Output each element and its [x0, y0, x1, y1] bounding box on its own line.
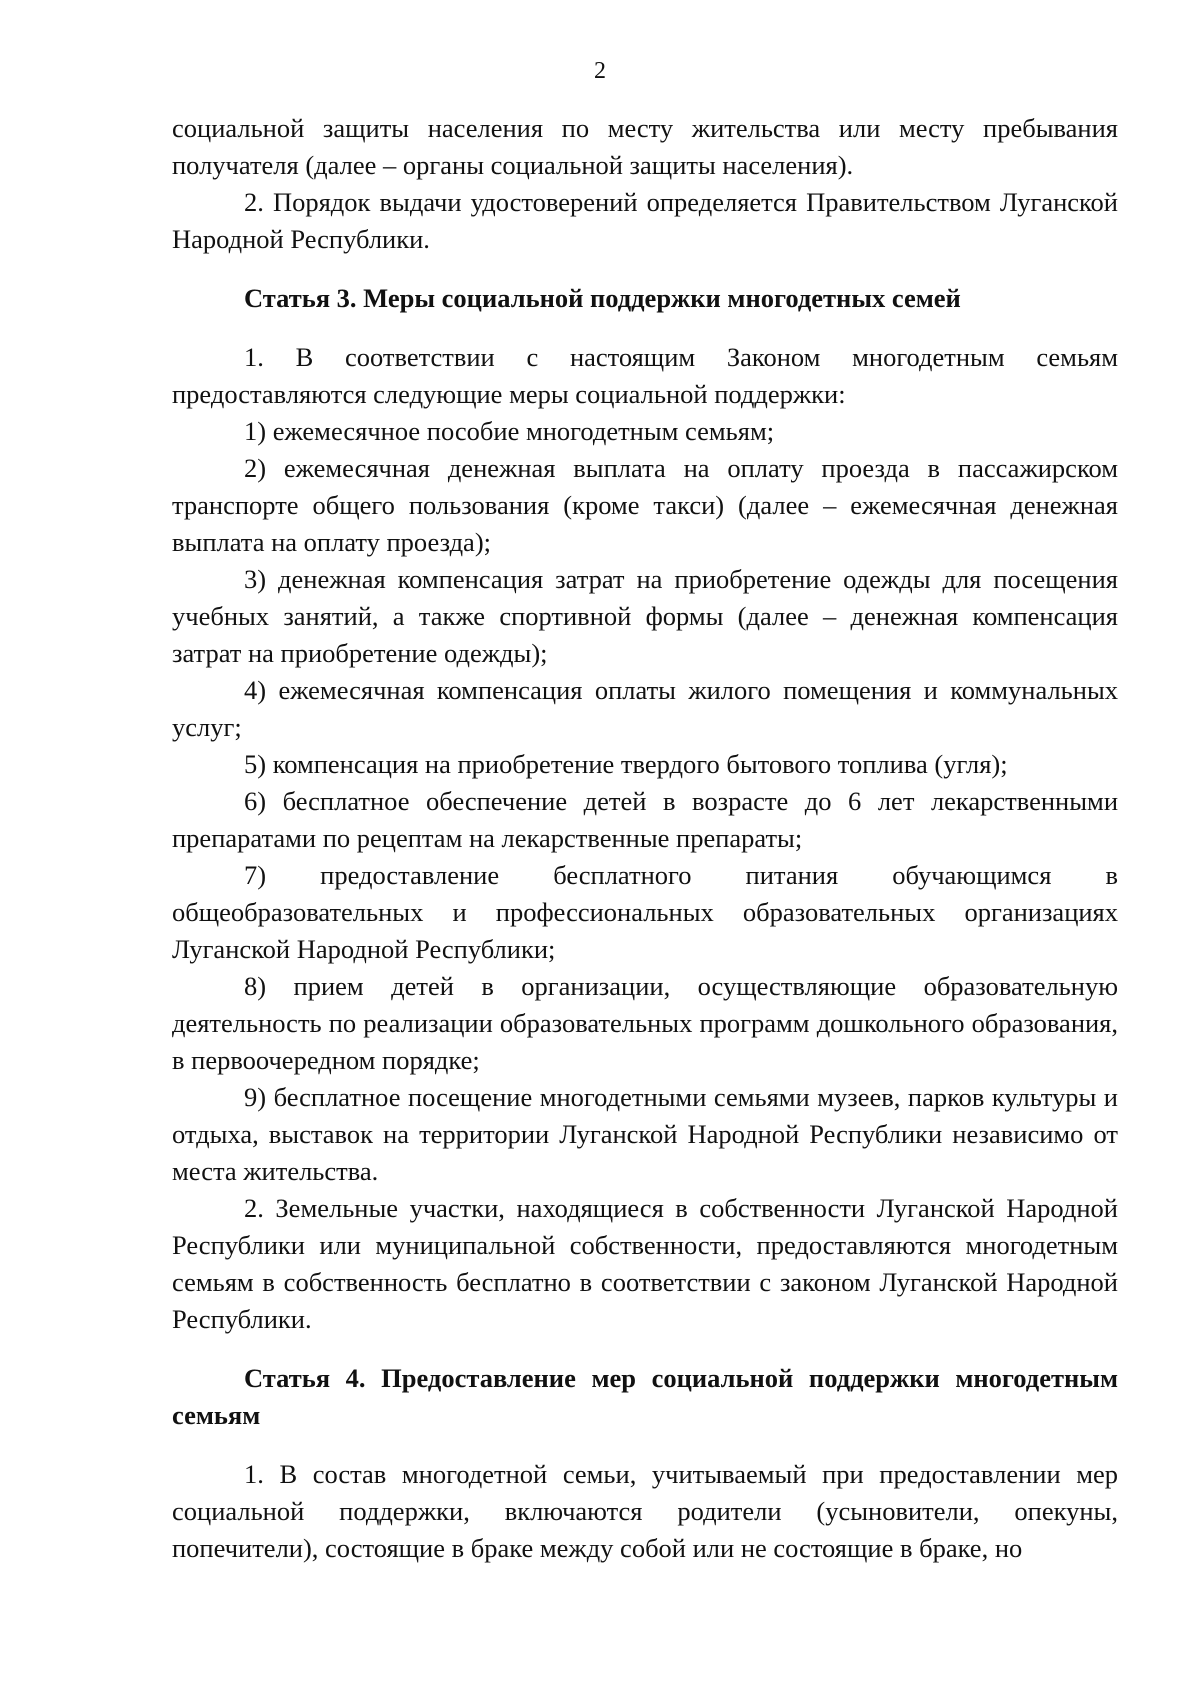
- article-3-paragraph-1: 1. В соответствии с настоящим Законом многодетным семьям предоставляются следующие меры социальной поддержки:: [172, 342, 1118, 409]
- article-3-item-8: 8) прием детей в организации, осуществляющие образовательную деятельность по реализации образовательных программ дошкольного образования, в первоочередном порядке;: [172, 971, 1118, 1075]
- article-4-heading: Статья 4. Предоставление мер социальной поддержки многодетным семьям: [172, 1363, 1118, 1430]
- article-3-item-6: 6) бесплатное обеспечение детей в возрасте до 6 лет лекарственными препаратами по рецептам на лекарственные препараты;: [172, 786, 1118, 853]
- article-3-item-3: 3) денежная компенсация затрат на приобретение одежды для посещения учебных занятий, а также спортивной формы (далее – денежная компенсация затрат на приобретение одежды);: [172, 564, 1118, 668]
- article-3-item-1: 1) ежемесячное пособие многодетным семьям;: [244, 416, 775, 446]
- article-3-paragraph-2: 2. Земельные участки, находящиеся в собственности Луганской Народной Республики или муниципальной собственности, предоставляются многодетным семьям в собственность бесплатно в соответствии с законом Луганской Народной Республики.: [172, 1193, 1118, 1334]
- article-4-paragraph-1: 1. В состав многодетной семьи, учитываемый при предоставлении мер социальной поддержки, включаются родители (усыновители, опекуны, попечители), состоящие в браке между собой или не состоящие в браке, но: [172, 1459, 1118, 1563]
- article-3-item-5: 5) компенсация на приобретение твердого бытового топлива (угля);: [244, 749, 1008, 779]
- article-3-item-7: 7) предоставление бесплатного питания обучающимся в общеобразовательных и профессиональных образовательных организациях Луганской Народной Республики;: [172, 860, 1118, 964]
- article-3-item-2: 2) ежемесячная денежная выплата на оплату проезда в пассажирском транспорте общего пользования (кроме такси) (далее – ежемесячная денежная выплата на оплату проезда);: [172, 453, 1118, 557]
- document-body: [172, 110, 1118, 1567]
- paragraph-continuation: социальной защиты населения по месту жительства или месту пребывания получателя (далее – органы социальной защиты населения).: [172, 113, 1118, 180]
- page-number: 2: [594, 58, 606, 84]
- paragraph-certificates-procedure: 2. Порядок выдачи удостоверений определяется Правительством Луганской Народной Республики.: [172, 187, 1118, 254]
- article-3-item-4: 4) ежемесячная компенсация оплаты жилого помещения и коммунальных услуг;: [172, 675, 1118, 742]
- article-3-heading: Статья 3. Меры социальной поддержки многодетных семей: [244, 283, 961, 313]
- article-3-item-9: 9) бесплатное посещение многодетными семьями музеев, парков культуры и отдыха, выставок на территории Луганской Народной Республики независимо от места жительства.: [172, 1082, 1118, 1186]
